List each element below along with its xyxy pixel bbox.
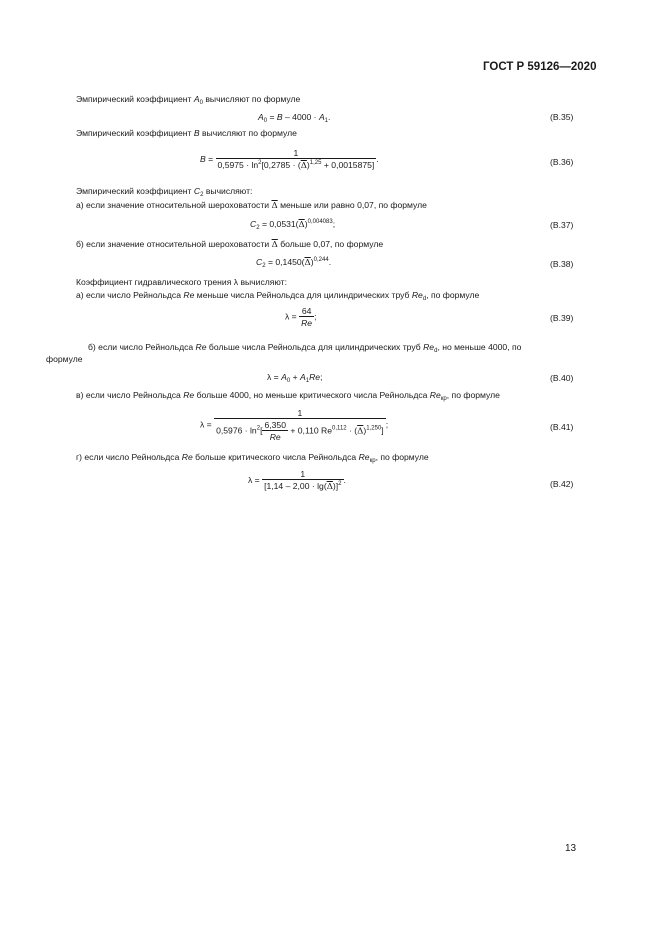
lambda-case-c: в) если число Рейнольдса Re больше 4000, но меньше критического числа Рейнольдса $Re_{кр}$, по формуле: [76, 390, 500, 402]
fraction: $\frac{64}{Re}$: [301, 306, 313, 328]
equation-number: (В.38): [550, 259, 574, 269]
c2-case-a: а) если значение относительной шероховатости $\overline{\Delta}$ меньше или равно 0,07, по формуле: [76, 200, 427, 211]
equation-number: (В.37): [550, 220, 574, 230]
equation-number: (В.36): [550, 157, 574, 167]
c2-case-b: б) если значение относительной шероховатости $\overline{\Delta}$ больше 0,07, по формуле: [76, 239, 384, 250]
b-intro: Эмпирический коэффициент B вычисляют по формуле: [76, 128, 297, 138]
page-number: 13: [565, 843, 577, 854]
lambda-case-a: а) если число Рейнольдса Re меньше числа Рейнольдса для цилиндрических труб $Re_d$, по формуле: [76, 290, 480, 302]
equation-number: (В.41): [550, 422, 574, 432]
fraction: $\frac{1}{0,5975 \cdot \ln^2[0,2785 \cdot (\overline{\Delta})^{1,25} + 0,0015875]}$: [217, 148, 375, 171]
fraction: $\frac{1}{[1,14 - 2,00 \cdot \lg(\overline{\Delta})]^2}$: [264, 469, 342, 492]
a0-intro: Эмпирический коэффициент $A_0$ вычисляют по формуле: [76, 94, 301, 106]
formula-b37: $C_2 = 0,0531(\overline{\Delta})^{0,004083}$;: [250, 219, 336, 231]
lambda-intro: Коэффициент гидравлического трения λ вычисляют:: [76, 277, 288, 287]
equation-number: (В.35): [550, 112, 574, 122]
equation-number: (В.39): [550, 313, 574, 323]
formula-b36: B = $\frac{1}{0,5975 \cdot \ln^2[0,2785 \cdot (\overline{\Delta})^{1,25} + 0,0015875]}$ .: [200, 148, 379, 171]
standard-header: ГОСТ Р 59126—2020: [483, 61, 597, 73]
formula-b38: $C_2 = 0,1450(\overline{\Delta})^{0,244}$.: [256, 257, 332, 269]
equation-number: (В.40): [550, 373, 574, 383]
lambda-case-d: г) если число Рейнольдса Re больше критического числа Рейнольдса $Re_{кр}$, по формуле: [76, 452, 429, 464]
formula-b42: λ = $\frac{1}{[1,14 - 2,00 \cdot \lg(\overline{\Delta})]^2}$ .: [248, 469, 346, 492]
formula-b41: λ = 1 $0,5976 \cdot \ln^2$[ $\frac{6,350}{Re}$ + 0,110 $Re^{0,112} \cdot (\overline{\Delta})^{1,250}$] ;: [200, 408, 389, 442]
inner-fraction: $\frac{6,350}{Re}$: [264, 420, 286, 442]
formula-b39: λ = $\frac{64}{Re}$ ;: [285, 306, 317, 328]
lambda-case-b-line2: формуле: [46, 354, 83, 364]
formula-b35: $A_0 = B - 4000 \cdot A_1$.: [258, 112, 331, 124]
fraction: 1 $0,5976 \cdot \ln^2$[ $\frac{6,350}{Re}$ + 0,110 $Re^{0,112} \cdot (\overline{\Delta})^{1,250}$]: [216, 408, 384, 442]
c2-intro: Эмпирический коэффициент $C_2$ вычисляют:: [76, 186, 253, 198]
equation-number: (В.42): [550, 479, 574, 489]
formula-b40: $\lambda = A_0 + A_1Re$;: [267, 372, 323, 384]
lambda-case-b: б) если число Рейнольдса Re больше числа Рейнольдса для цилиндрических труб $Re_d$, но меньше 4000, по: [88, 342, 522, 354]
